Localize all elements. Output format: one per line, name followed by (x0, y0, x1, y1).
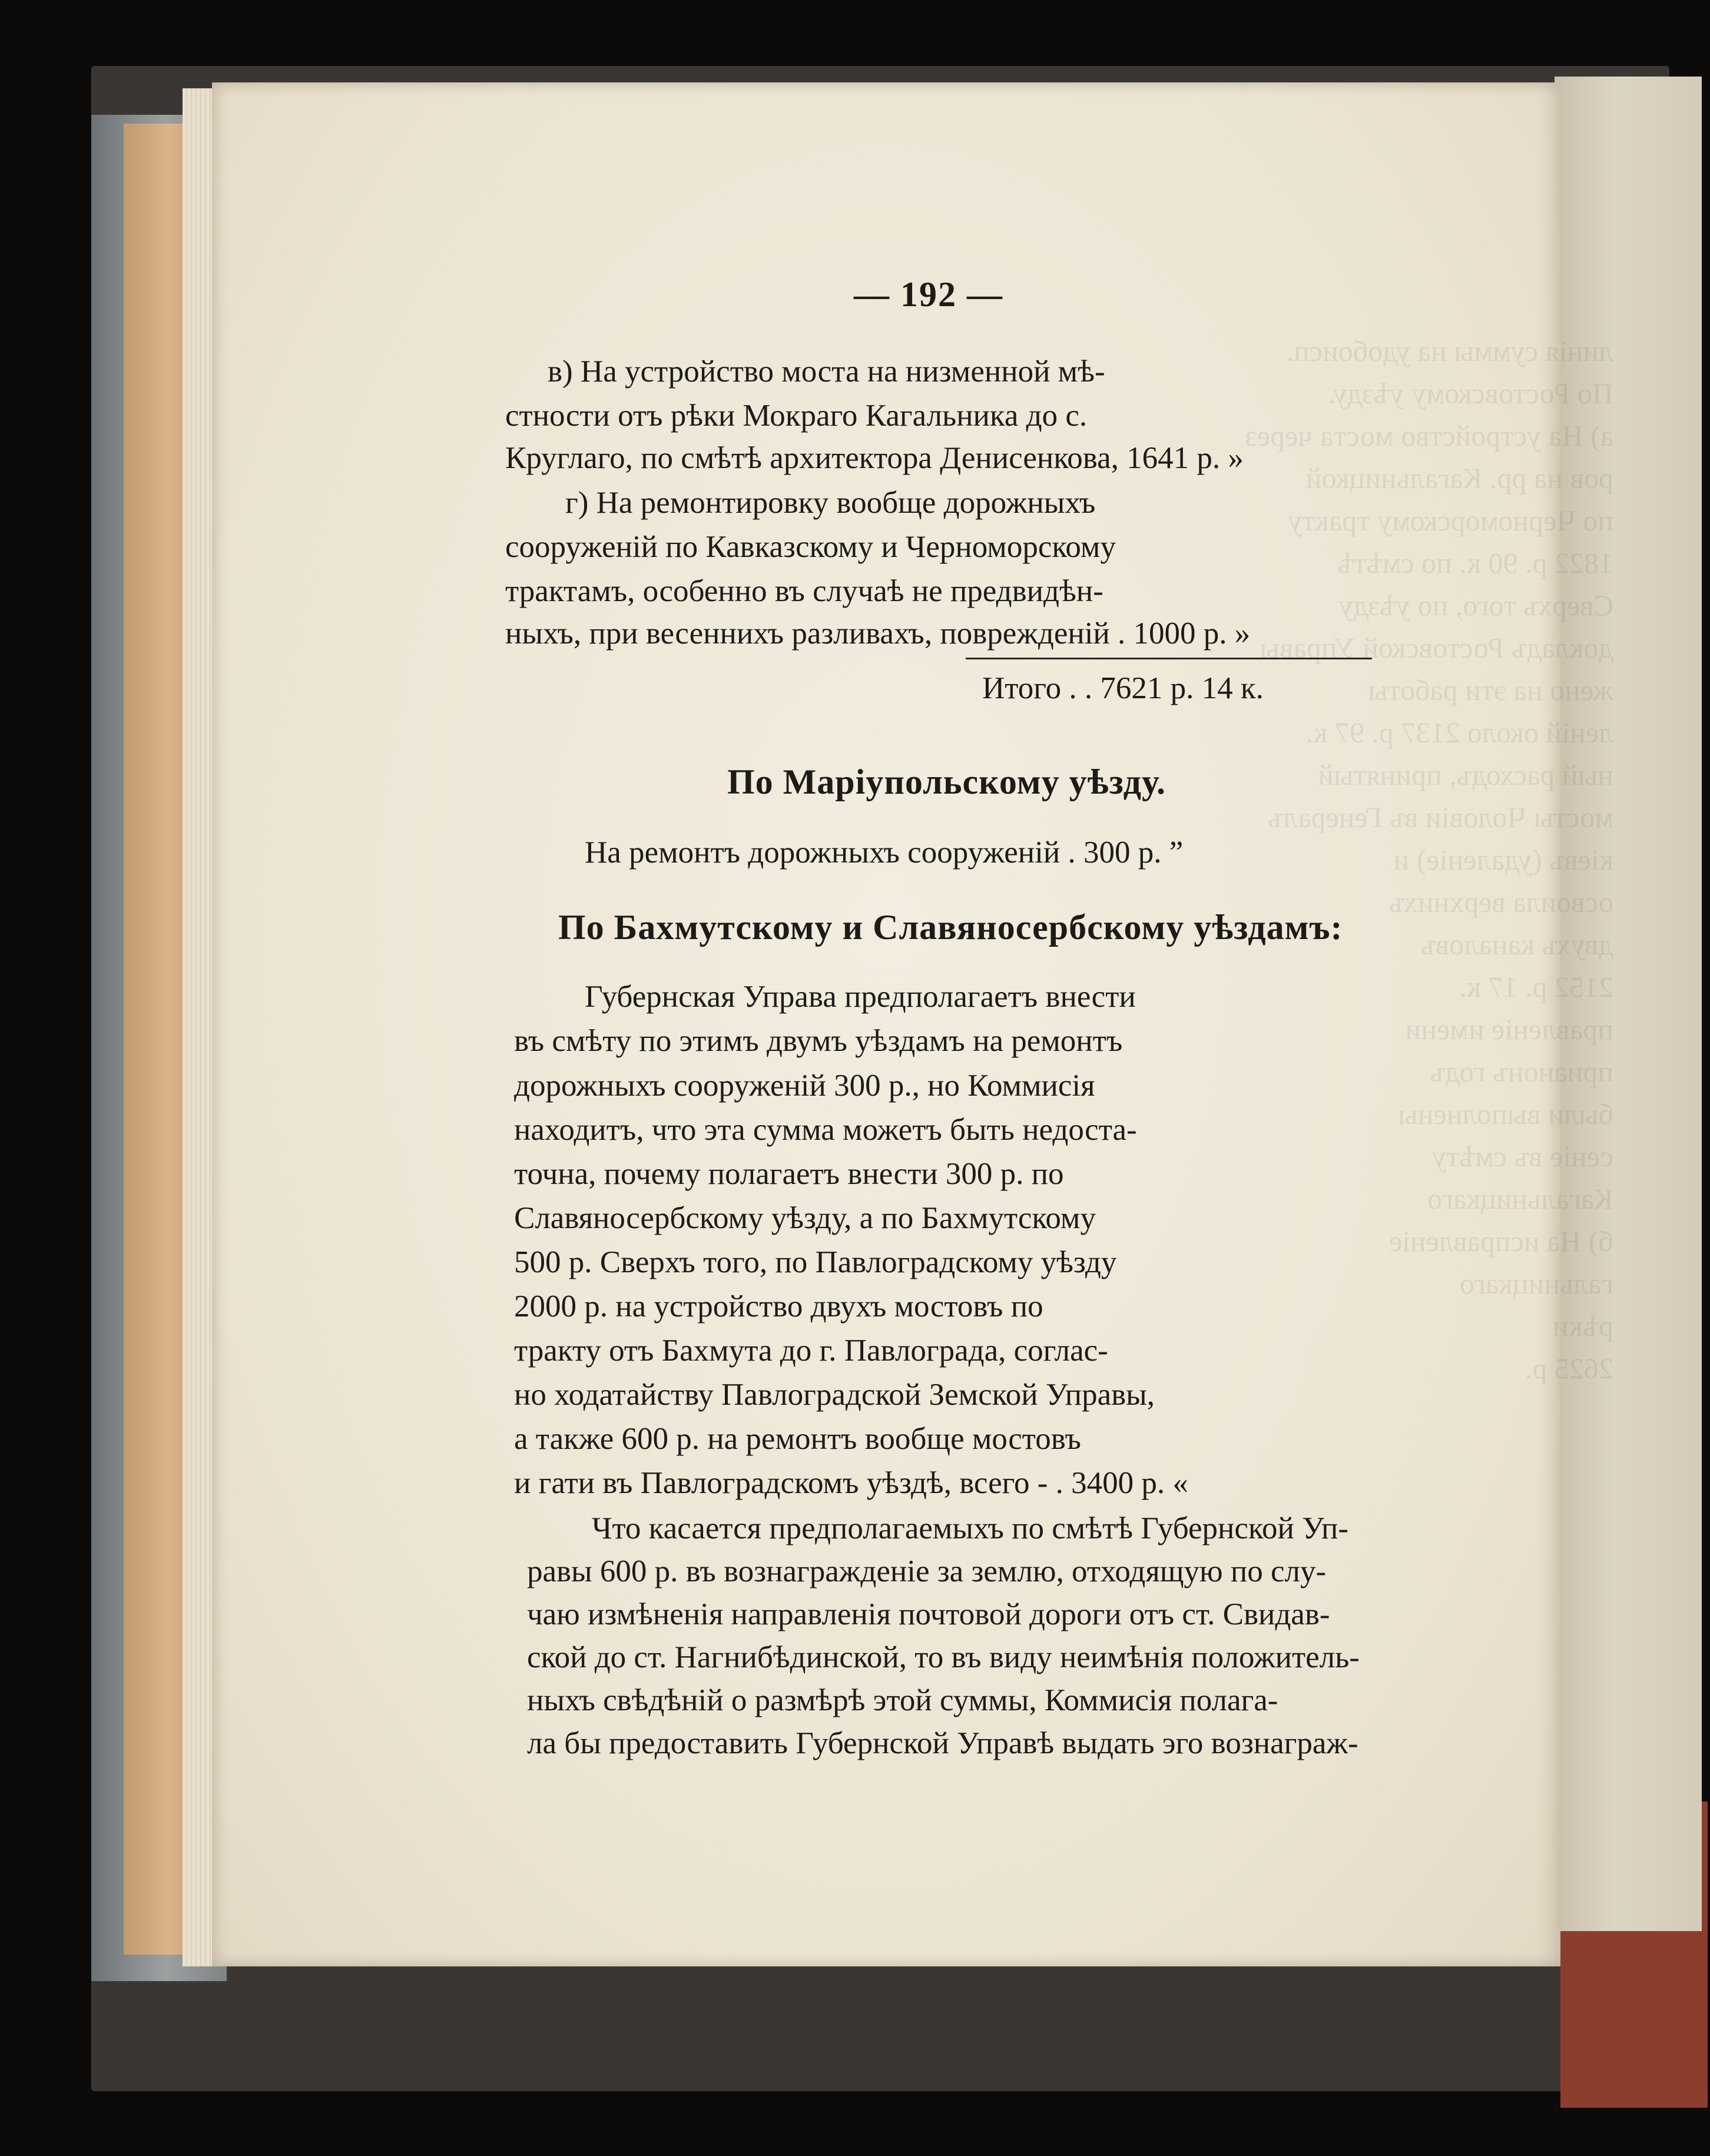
section-heading: По Маріупольскому уѣзду. (727, 762, 1166, 801)
text-line: Что касается предполагаемыхъ по смѣтѣ Губернской Уп- (592, 1511, 1348, 1545)
text-line: Круглаго, по смѣтѣ архитектора Денисенкова, 1641 р. » (505, 441, 1244, 475)
text-line: чаю измѣненія направленія почтовой дороги отъ ст. Свидав- (527, 1597, 1330, 1631)
text-line: равы 600 р. въ вознагражденіе за землю, отходящую по слу- (527, 1554, 1327, 1588)
text-line: трактамъ, особенно въ случаѣ не предвидѣн- (505, 574, 1103, 608)
text-line: и гати въ Павлоградскомъ уѣздѣ, всего - . 3400 р. « (514, 1466, 1188, 1500)
text-line: сооруженій по Кавказскому и Черноморскому (505, 530, 1116, 564)
text-line: ныхъ свѣдѣній о размѣрѣ этой суммы, Коммисія полага- (527, 1683, 1278, 1717)
text-line: а также 600 р. на ремонтъ вообще мостовъ (514, 1422, 1081, 1456)
text-line: тракту отъ Бахмута до г. Павлограда, соглас- (514, 1334, 1108, 1368)
text-line: 500 р. Сверхъ того, по Павлоградскому уѣзду (514, 1245, 1117, 1279)
text-line: ныхъ, при весеннихъ разливахъ, поврежденій . 1000 р. » (505, 616, 1251, 651)
total-rule (966, 658, 1372, 659)
text-line: в) На устройство моста на низменной мѣ- (548, 354, 1105, 389)
text-line: но ходатайству Павлоградской Земской Управы, (514, 1378, 1155, 1412)
text-line: 2000 р. на устройство двухъ мостовъ по (514, 1289, 1043, 1324)
section-heading: По Бахмутскому и Славяносербскому уѣздамъ: (558, 908, 1343, 947)
facing-page (1555, 77, 1702, 1931)
text-line: ла бы предоставить Губернской Управѣ выдать эго вознаграж- (527, 1726, 1358, 1760)
text-line: находитъ, что эта сумма можетъ быть недоста- (514, 1113, 1137, 1147)
text-line: г) На ремонтировку вообще дорожныхъ (565, 486, 1096, 520)
text-line: Итого . . 7621 р. 14 к. (982, 671, 1264, 705)
text-line: Губернская Управа предполагаетъ внести (585, 980, 1136, 1014)
text-line: въ смѣту по этимъ двумъ уѣздамъ на ремонтъ (514, 1024, 1123, 1058)
bleed-through-text: суммы на удобоисп. Ростовскому уѣзду. устройство моста через на рр. Кагальницкой Черноморскому тракту р. 90 к. по смѣтѣ того, по уѣзду Ростовской Управы на эти работы около 2137 р. 97 к. расходъ, принятый Чоловіи въ Генералъ (удаленіе) и верхнихъ каналовъ р. 17 к. правленіе имени прианонъ годъ выполнены въ смѣту Кагальницкаго исправленіе гальницкаго р. (1245, 334, 1613, 1385)
page-number: — 192 — (854, 275, 1003, 314)
text-line: ской до ст. Нагнибѣдинской, то въ виду неимѣнія положитель- (527, 1640, 1360, 1674)
text-line: дорожныхъ сооруженій 300 р., но Коммисія (514, 1069, 1095, 1103)
text-line: стности отъ рѣки Мокраго Кагальника до с. (505, 399, 1088, 433)
text-line: точна, почему полагаетъ внести 300 р. по (514, 1157, 1064, 1191)
text-line: Славяносербскому уѣзду, а по Бахмутскому (514, 1201, 1096, 1235)
text-line: На ремонтъ дорожныхъ сооруженій . 300 р. ” (585, 835, 1184, 870)
